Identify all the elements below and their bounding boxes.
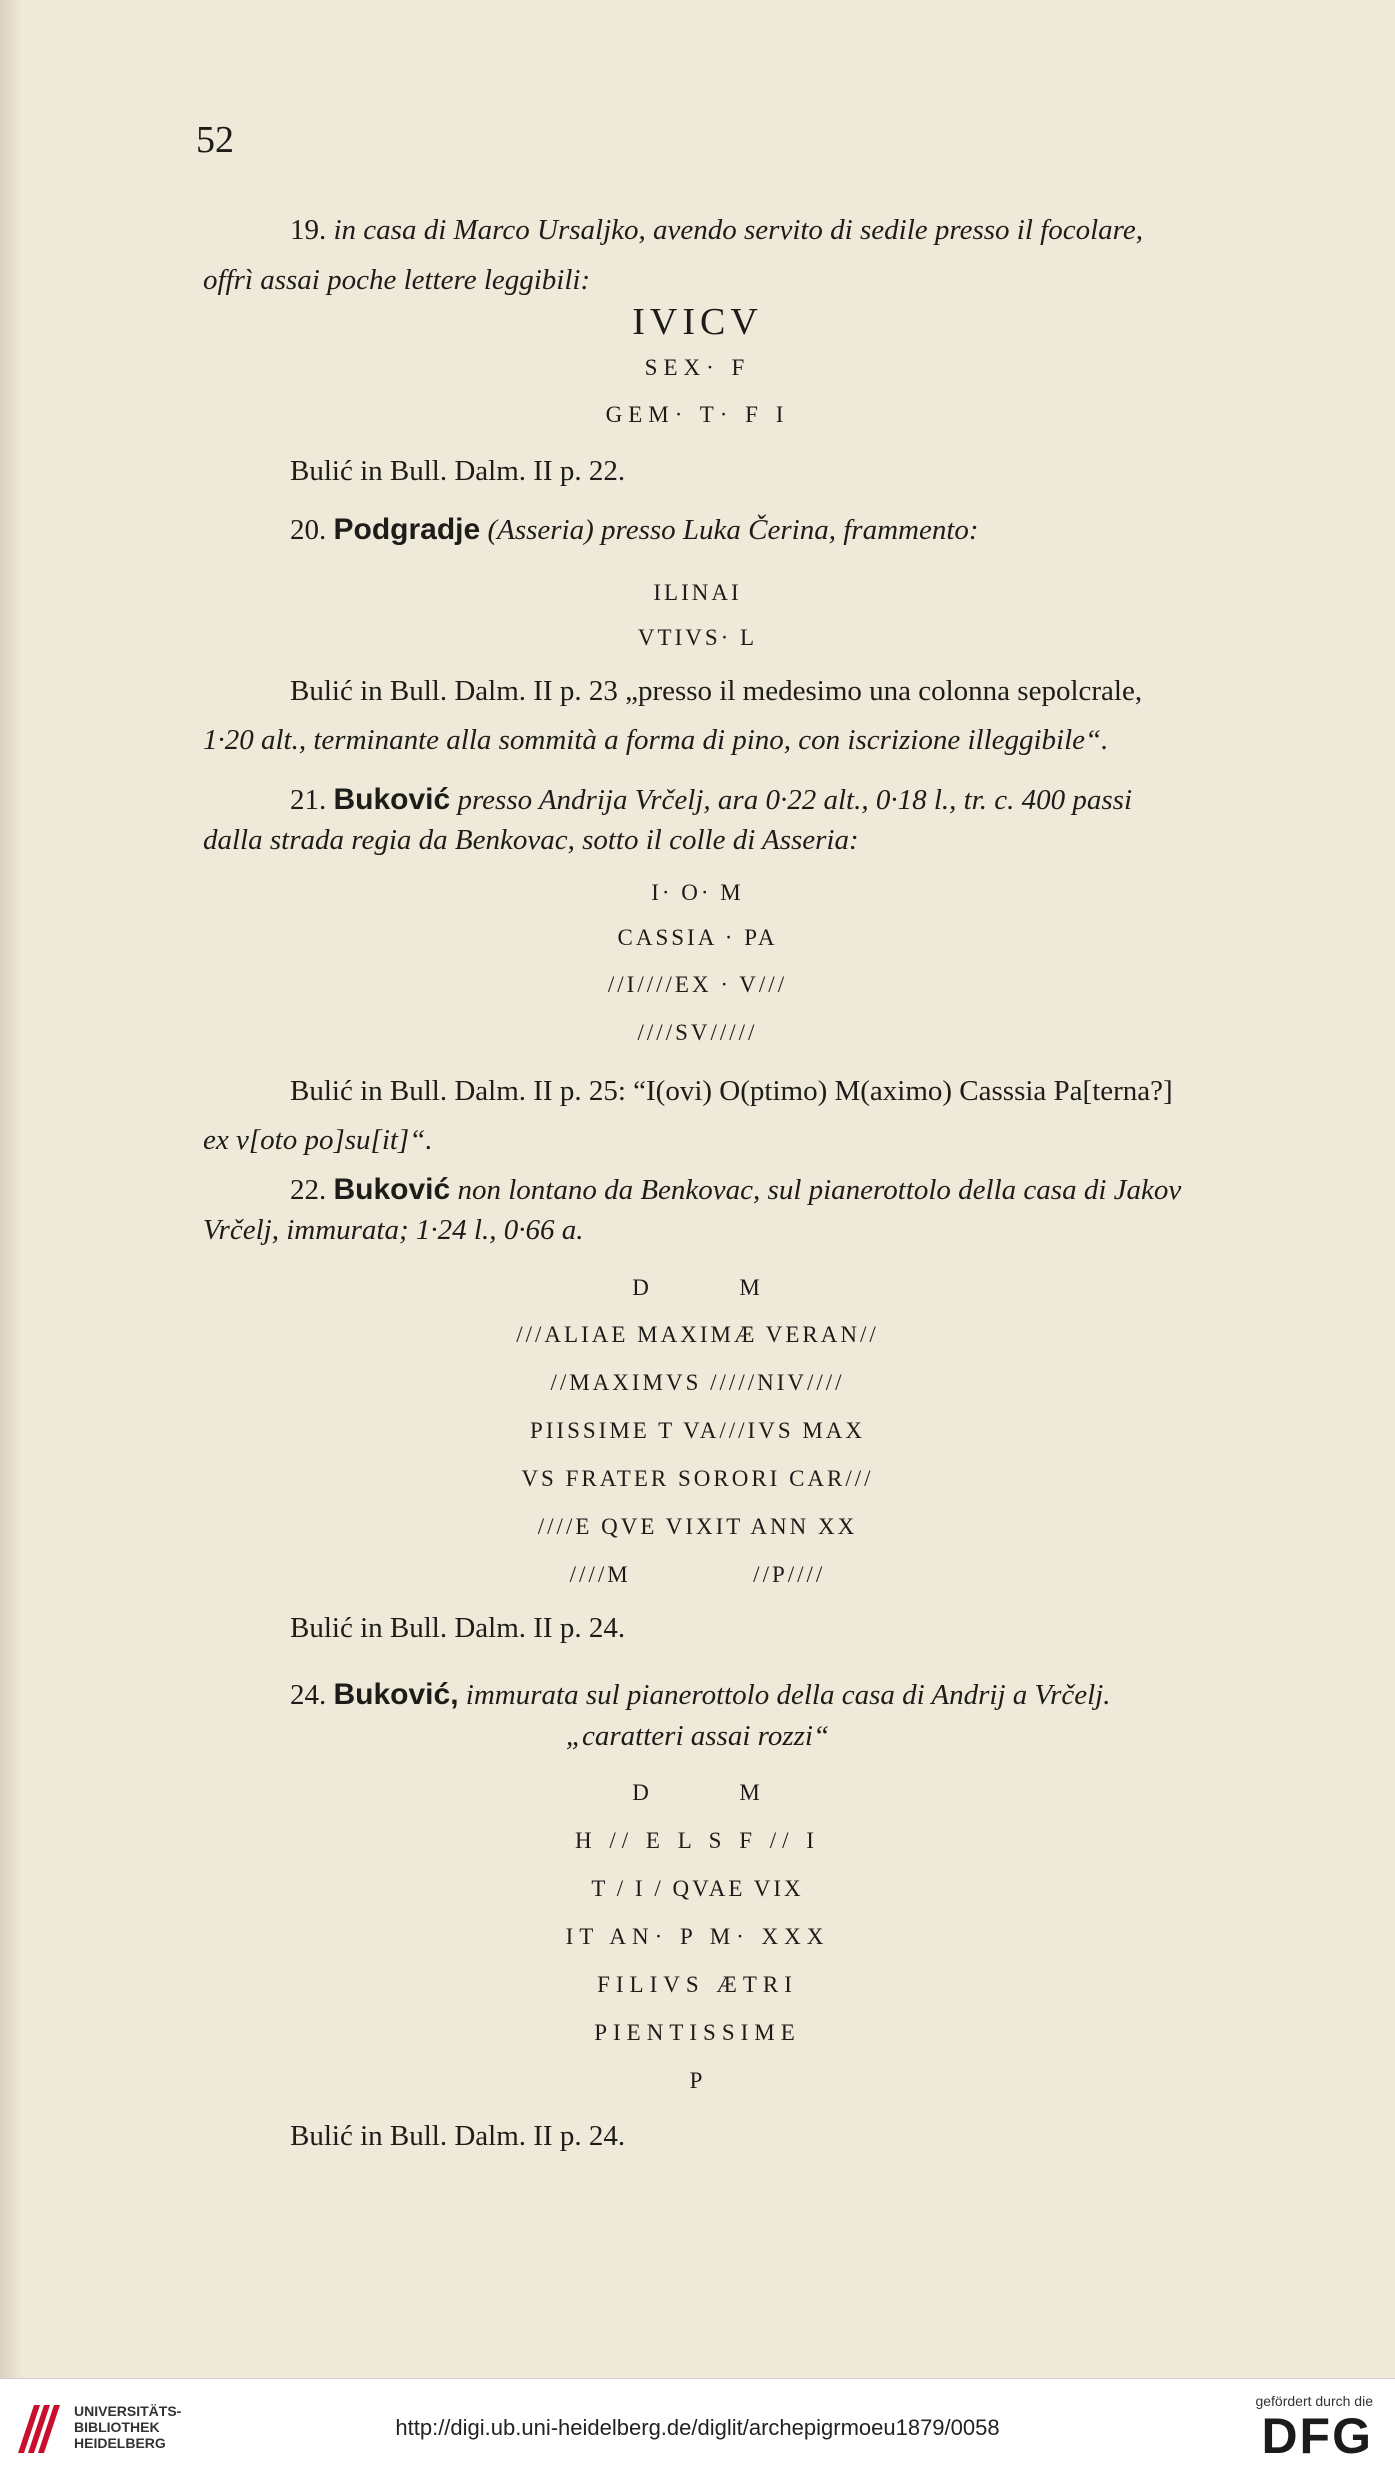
- inscription-line: SEX· F: [644, 355, 751, 380]
- inscription-line: GEM· T· F I: [605, 402, 790, 427]
- entry-19-line-2: offrì assai poche lettere leggibili:: [203, 264, 591, 296]
- bibliographic-reference: Bulić in Bull. Dalm. II p. 24.: [290, 1612, 626, 1644]
- entry-number: 24.: [290, 1679, 327, 1711]
- entry-number: 19.: [290, 214, 327, 246]
- inscription-line: I· O· M: [651, 880, 744, 905]
- entry-19-line-1: [203, 205, 1363, 255]
- inscription-line: IT AN· P M· XXX: [565, 1924, 830, 1949]
- entry-number: 22.: [290, 1174, 327, 1206]
- entry-22-line-2: Vrčelj, immurata; 1·24 l., 0·66 a.: [203, 1214, 584, 1246]
- sponsor-note: gefördert durch die: [1255, 2393, 1373, 2409]
- inscription-line: T / I / QVAE VIX: [591, 1876, 804, 1901]
- inscription-line: //MAXIMVS /////NIV////: [550, 1370, 845, 1395]
- page-number: 52: [196, 119, 234, 161]
- entry-21-line-2: dalla strada regia da Benkovac, sotto il colle di Asseria:: [203, 824, 859, 856]
- inscription-line: H // E L S F // I: [575, 1828, 820, 1853]
- permalink-url[interactable]: http://digi.ub.uni-heidelberg.de/diglit/archepigrmoeu1879/0058: [395, 2415, 1000, 2440]
- inscription-line: PIENTISSIME: [594, 2020, 801, 2045]
- inscription-line: ILINAI: [653, 580, 742, 605]
- entry-text: immurata sul pianerottolo della casa di Andrij a Vrčelj.: [465, 1679, 1111, 1711]
- bibliographic-reference-cont: ex v[oto po]su[it]“.: [203, 1124, 433, 1156]
- inscription-line: CASSIA · PA: [617, 925, 778, 950]
- bibliographic-reference: Bulić in Bull. Dalm. II p. 24.: [290, 2120, 626, 2152]
- inscription-line: P: [689, 2068, 706, 2093]
- inscription-line: VS FRATER SORORI CAR///: [521, 1466, 874, 1491]
- inscription-line: ////SV/////: [637, 1020, 758, 1045]
- inscription-line: //I////EX · V///: [607, 972, 788, 997]
- bibliographic-reference-cont: 1·20 alt., terminante alla sommità a forma di pino, con iscrizione illeggibile“.: [203, 724, 1109, 756]
- bibliographic-reference: Bulić in Bull. Dalm. II p. 22.: [290, 455, 626, 487]
- entry-24-quote: „caratteri assai rozzi“: [565, 1720, 830, 1752]
- inscription-line: PIISSIME T VA///IVS MAX: [529, 1418, 866, 1443]
- inscription-line: ////E QVE VIXIT ANN XX: [537, 1514, 858, 1539]
- inscription-line: IVICV: [632, 301, 763, 343]
- entry-text: (Asseria) presso Luka Čerina, frammento:: [487, 514, 979, 546]
- inscription-line: D M: [632, 1780, 763, 1805]
- digitization-footer: [0, 2378, 1395, 2479]
- place-name: Podgradje: [333, 513, 481, 546]
- library-name-line: UNIVERSITÄTS-: [74, 2403, 182, 2419]
- inscription-line: FILIVS ÆTRI: [597, 1972, 798, 1997]
- library-name-line: BIBLIOTHEK: [74, 2419, 160, 2435]
- entry-number: 20.: [290, 514, 327, 546]
- inscription-line: ////M //P////: [569, 1562, 826, 1587]
- entry-text: non lontano da Benkovac, sul pianerottolo della casa di Jakov: [457, 1174, 1182, 1206]
- dfg-logo: DFG: [1261, 2408, 1373, 2464]
- inscription-line: VTIVS· L: [637, 625, 758, 650]
- inscription-line: D M: [632, 1275, 763, 1300]
- bibliographic-reference: Bulić in Bull. Dalm. II p. 23 „presso il medesimo una colonna sepolcrale,: [290, 675, 1143, 707]
- place-name: Buković: [333, 1173, 451, 1206]
- bibliographic-reference: Bulić in Bull. Dalm. II p. 25: “I(ovi) O(ptimo) M(aximo) Casssia Pa[terna?]: [290, 1075, 1173, 1107]
- place-name: Buković,: [333, 1678, 459, 1711]
- entry-text: presso Andrija Vrčelj, ara 0·22 alt., 0·18 l., tr. c. 400 passi: [457, 784, 1133, 816]
- entry-24-line-1: [203, 1670, 1363, 1720]
- inscription-line: ///ALIAE MAXIMÆ VERAN//: [516, 1322, 879, 1347]
- sponsor-block: [1255, 2393, 1373, 2463]
- library-name-line: HEIDELBERG: [74, 2435, 166, 2451]
- entry-number: 21.: [290, 784, 327, 816]
- entry-20-line-1: [203, 505, 1363, 555]
- entry-text: in casa di Marco Ursaljko, avendo servito di sedile presso il focolare,: [333, 214, 1143, 246]
- place-name: Buković: [333, 783, 451, 816]
